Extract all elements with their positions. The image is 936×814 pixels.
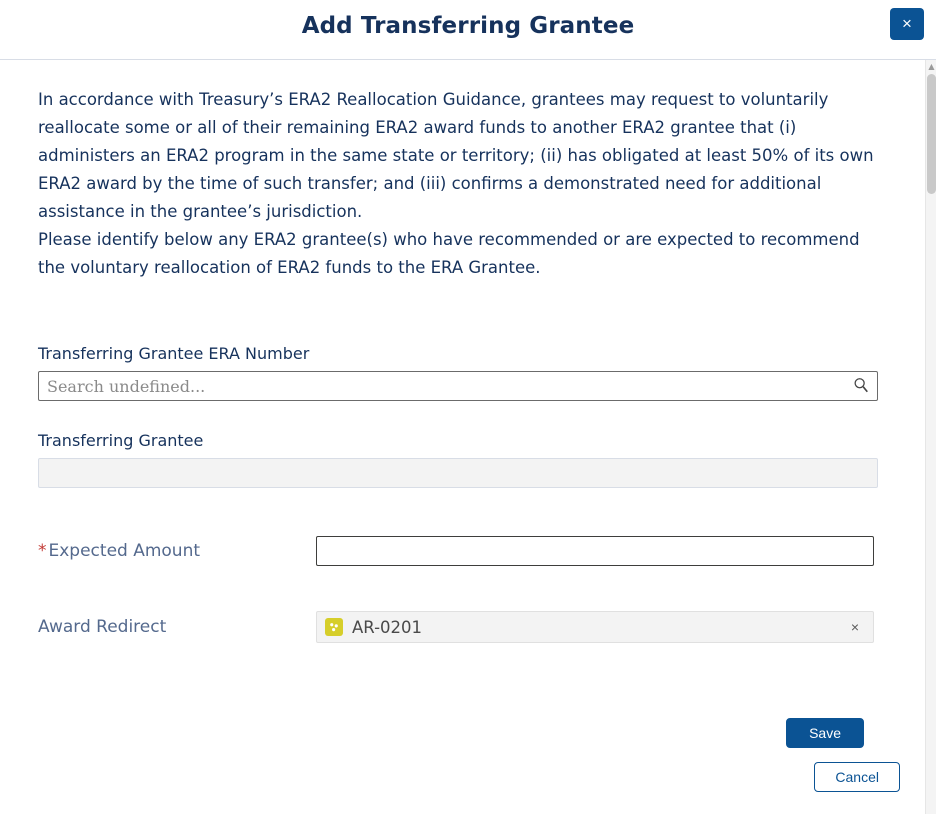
record-icon [325,618,343,636]
modal-body [0,60,936,814]
transferring-grantee-field [38,431,876,488]
intro-paragraph-2: Please identify below any ERA2 grantee(s) who have recommended or are expected to recommend the voluntary reallocation of ERA2 funds to the ERA Grantee. [38,230,860,277]
expected-amount-label-text: Expected Amount [48,541,201,561]
expected-amount-row [38,536,876,566]
transferring-grantee-input [38,458,878,488]
scrollbar-thumb[interactable] [927,74,936,194]
era-number-lookup [38,371,878,401]
award-redirect-value: AR-0201 [352,617,423,637]
award-redirect-row [38,611,876,643]
save-button[interactable]: Save [786,718,864,748]
expected-amount-input[interactable] [316,536,874,566]
intro-text [38,86,876,282]
modal-header [0,0,936,60]
modal-content [0,60,936,643]
cancel-button[interactable]: Cancel [814,762,900,792]
close-icon[interactable]: × [890,8,924,40]
scrollbar[interactable] [925,60,936,814]
search-icon[interactable] [852,376,870,394]
modal-actions [700,718,900,792]
intro-paragraph-1: In accordance with Treasury’s ERA2 Reallocation Guidance, grantees may request to voluntarily reallocate some or all of their remaining ERA2 award funds to another ERA2 grantee that (i) administers an ERA2 program in the same state or territory; (ii) has obligated at least 50% of its own ERA2 award by the time of such transfer; and (iii) confirms a demonstrated need for additional assistance in the grantee’s jurisdiction. [38,90,874,221]
expected-amount-label [38,541,316,561]
page-title: Add Transferring Grantee [301,13,635,39]
award-redirect-pill[interactable] [316,611,874,643]
era-number-field [38,344,876,401]
remove-pill-icon[interactable]: × [847,618,863,636]
era-number-label: Transferring Grantee ERA Number [38,344,310,363]
search-input[interactable] [38,371,878,401]
scroll-up-icon[interactable]: ▲ [928,62,935,71]
required-marker: * [38,541,47,561]
award-redirect-label: Award Redirect [38,617,167,637]
transferring-grantee-label: Transferring Grantee [38,431,204,450]
